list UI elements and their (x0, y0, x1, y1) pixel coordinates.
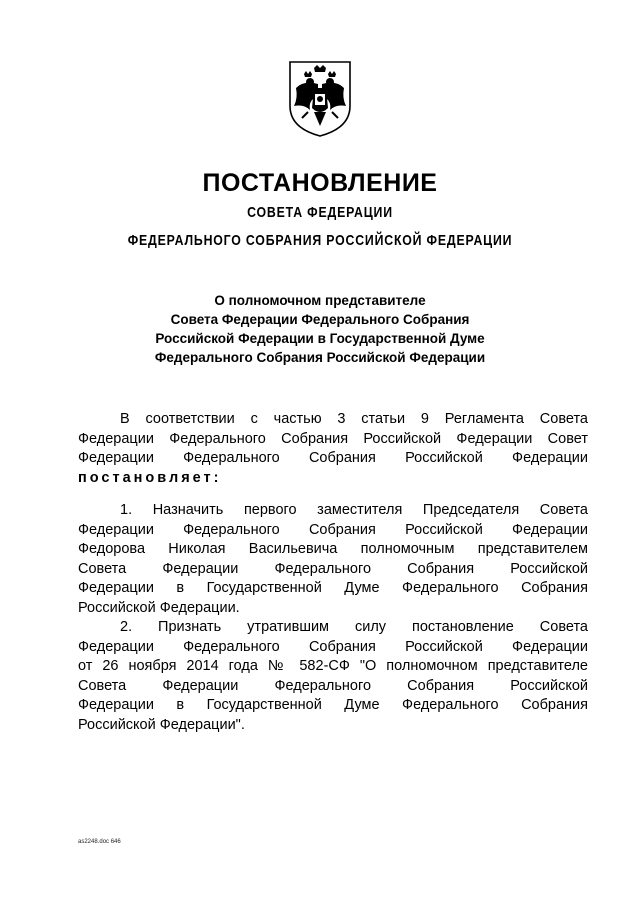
item-2-line: Совета Федерации Федерального Собрания Российской (78, 677, 588, 694)
subject-line: Совета Федерации Федерального Собрания (170, 312, 470, 327)
item-1-line: Федерации Федерального Собрания Российской Федерации (78, 521, 588, 538)
item-1-paragraph (78, 501, 588, 618)
decree-word: постановляет: (78, 469, 222, 486)
subject-line: Российской Федерации в Государственной Думе (155, 331, 485, 346)
item-1-line: Совета Федерации Федерального Собрания Российской (78, 560, 588, 577)
issuer-line-1: СОВЕТА ФЕДЕРАЦИИ (247, 204, 393, 221)
issuer-line-2: ФЕДЕРАЛЬНОГО СОБРАНИЯ РОССИЙСКОЙ ФЕДЕРАЦИИ (127, 232, 513, 249)
item-2-line: от 26 ноября 2014 года № 582-СФ "О полномочном представителе (78, 658, 588, 674)
item-1-line: 1. Назначить первого заместителя Председателя Совета (120, 502, 588, 518)
coat-of-arms-icon (284, 58, 356, 140)
item-2-paragraph (78, 618, 588, 735)
preamble-paragraph (78, 410, 588, 488)
preamble-line: Федерации Федерального Собрания Российской Федерации Совет (78, 430, 588, 447)
item-2-line: 2. Признать утратившим силу постановление Совета (120, 619, 588, 635)
subject-line: Федерального Собрания Российской Федерации (154, 350, 486, 365)
preamble-line: Федерации Федерального Собрания Российской Федерации (78, 450, 588, 466)
document-subject (0, 291, 640, 367)
item-1-line: Российской Федерации. (78, 599, 240, 616)
item-1-line: Федорова Николая Васильевича полномочным представителем (78, 541, 588, 557)
item-1-line: Федерации в Государственной Думе Федерального Собрания (78, 580, 588, 596)
item-2-line: Федерации в Государственной Думе Федерального Собрания (78, 697, 588, 713)
document-title: ПОСТАНОВЛЕНИЕ (202, 169, 438, 197)
subject-line: О полномочном представителе (214, 293, 426, 308)
item-2-line: Федерации Федерального Собрания Российской Федерации (78, 638, 588, 655)
item-2-line: Российской Федерации". (78, 716, 245, 733)
file-reference: as2248.doc 646 (78, 839, 121, 845)
preamble-line: В соответствии с частью 3 статьи 9 Регламента Совета (120, 411, 588, 427)
